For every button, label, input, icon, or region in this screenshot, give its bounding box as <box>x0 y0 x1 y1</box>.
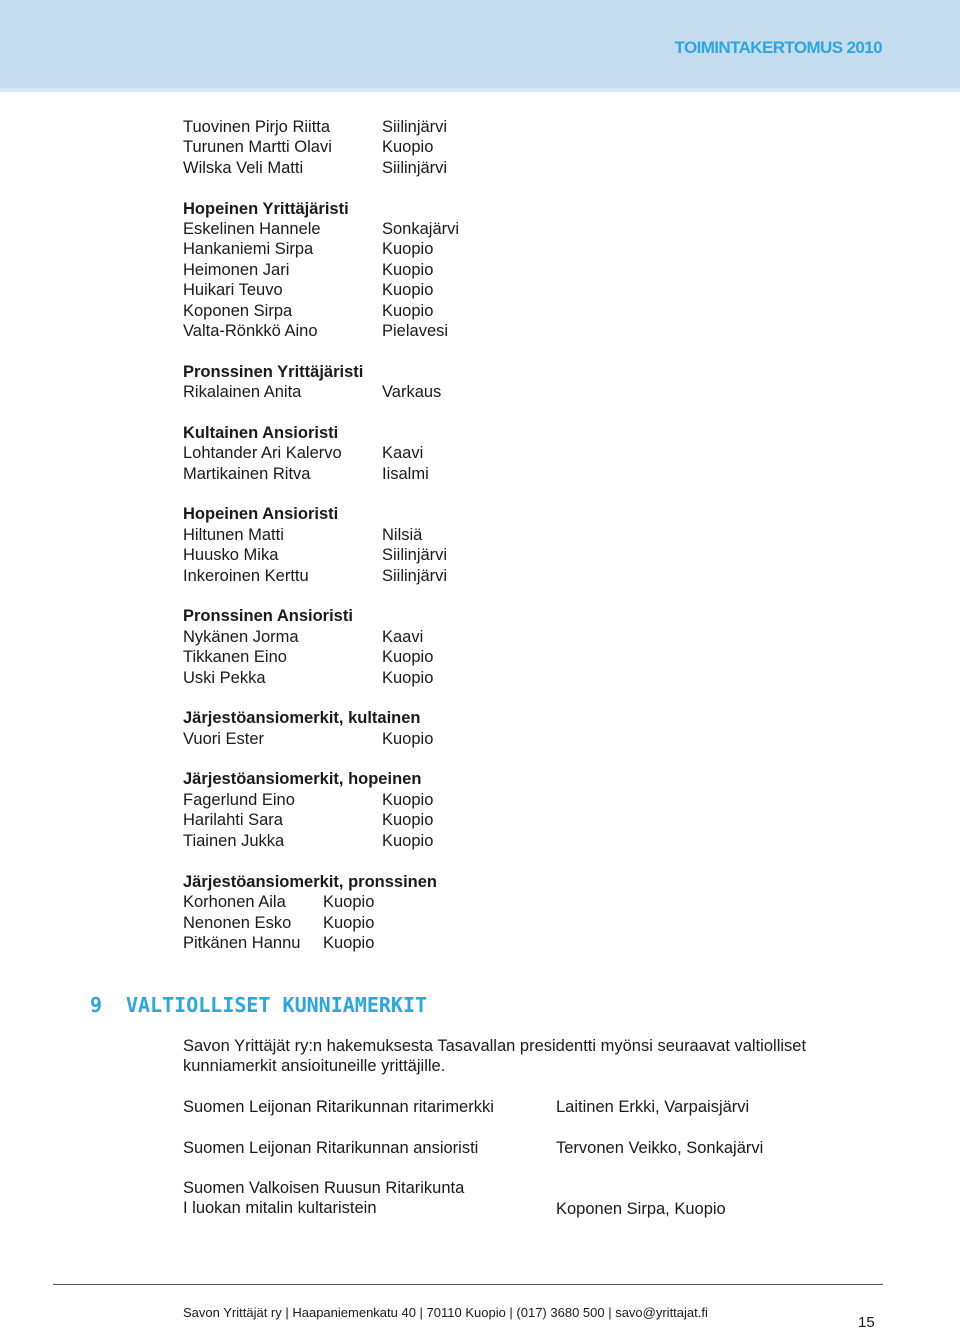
list-item-place: Kuopio <box>382 261 434 279</box>
list-item-place: Siilinjärvi <box>382 546 448 564</box>
section-heading: Kultainen Ansioristi <box>183 424 339 442</box>
list-item-name: Inkeroinen Kerttu <box>183 567 309 585</box>
list-item-place: Kuopio <box>382 730 434 748</box>
list-item-name: Huusko Mika <box>183 546 279 564</box>
list-item-place: Kuopio <box>323 914 375 932</box>
list-item-place: Kuopio <box>382 811 434 829</box>
award-recipient: Koponen Sirpa, Kuopio <box>556 1200 726 1218</box>
list-item-place: Varkaus <box>382 383 442 401</box>
list-item-place: Siilinjärvi <box>382 567 448 585</box>
section-intro: Savon Yrittäjät ry:n hakemuksesta Tasavallan presidentti myönsi seuraavat valtiolliset kunniamerkit ansioituneille yrittäjille. <box>183 1037 807 1075</box>
footer-divider <box>53 1284 883 1285</box>
list-item-place: Pielavesi <box>382 322 449 340</box>
list-item-place: Sonkajärvi <box>382 220 460 238</box>
list-item-name: Wilska Veli Matti <box>183 159 304 177</box>
list-item-place: Siilinjärvi <box>382 118 448 136</box>
list-item-place: Kuopio <box>382 669 434 687</box>
section-number: 9 <box>90 993 103 1017</box>
list-item-place: Nilsiä <box>382 526 423 544</box>
list-item-place: Kuopio <box>382 302 434 320</box>
list-item-name: Uski Pekka <box>183 669 266 687</box>
award-name: Suomen Valkoisen Ruusun Ritarikunta <box>183 1179 465 1197</box>
list-item-name: Huikari Teuvo <box>183 281 283 299</box>
list-item-place: Iisalmi <box>382 465 429 483</box>
section-heading: Järjestöansiomerkit, pronssinen <box>183 873 438 891</box>
list-item-name: Fagerlund Eino <box>183 791 295 809</box>
list-item-place: Kuopio <box>382 791 434 809</box>
list-item-place: Kaavi <box>382 444 424 462</box>
page-number: 15 <box>858 1314 875 1331</box>
section-heading: Hopeinen Yrittäjäristi <box>183 200 349 218</box>
list-item-place: Siilinjärvi <box>382 159 448 177</box>
list-item-name: Turunen Martti Olavi <box>183 138 332 156</box>
list-item-name: Korhonen Aila <box>183 893 286 911</box>
list-item-name: Tuovinen Pirjo Riitta <box>183 118 331 136</box>
list-item-name: Nykänen Jorma <box>183 628 299 646</box>
section-heading: Järjestöansiomerkit, hopeinen <box>183 770 422 788</box>
list-item-name: Harilahti Sara <box>183 811 283 829</box>
list-item-place: Kaavi <box>382 628 424 646</box>
list-item-place: Kuopio <box>382 281 434 299</box>
list-item-place: Kuopio <box>382 240 434 258</box>
list-item-name: Valta-Rönkkö Aino <box>183 322 318 340</box>
list-item-place: Kuopio <box>382 648 434 666</box>
list-item-name: Nenonen Esko <box>183 914 292 932</box>
award-name: Suomen Leijonan Ritarikunnan ritarimerkki <box>183 1098 494 1116</box>
list-item-name: Eskelinen Hannele <box>183 220 321 238</box>
section-title: VALTIOLLISET KUNNIAMERKIT <box>126 993 428 1017</box>
footer-contact: Savon Yrittäjät ry | Haapaniemenkatu 40 | 70110 Kuopio | (017) 3680 500 | savo@yrittajat.fi <box>183 1305 708 1320</box>
section-heading: Hopeinen Ansioristi <box>183 505 339 523</box>
list-item-name: Hankaniemi Sirpa <box>183 240 314 258</box>
list-item-name: Tikkanen Eino <box>183 648 287 666</box>
list-item-name: Vuori Ester <box>183 730 265 748</box>
list-item-name: Lohtander Ari Kalervo <box>183 444 342 462</box>
list-item-name: Hiltunen Matti <box>183 526 284 544</box>
award-recipient: Laitinen Erkki, Varpaisjärvi <box>556 1098 750 1116</box>
award-name-continued: I luokan mitalin kultaristein <box>183 1199 377 1217</box>
section-heading: Pronssinen Yrittäjäristi <box>183 363 364 381</box>
list-item-place: Kuopio <box>382 832 434 850</box>
section-heading: Pronssinen Ansioristi <box>183 607 353 625</box>
list-item-name: Pitkänen Hannu <box>183 934 301 952</box>
list-item-name: Tiainen Jukka <box>183 832 285 850</box>
report-title: TOIMINTAKERTOMUS 2010 <box>674 38 882 57</box>
list-item-name: Heimonen Jari <box>183 261 290 279</box>
list-item-place: Kuopio <box>323 934 375 952</box>
list-item-name: Martikainen Ritva <box>183 465 311 483</box>
section-heading: Järjestöansiomerkit, kultainen <box>183 709 421 727</box>
list-item-name: Koponen Sirpa <box>183 302 293 320</box>
list-item-place: Kuopio <box>323 893 375 911</box>
list-item-name: Rikalainen Anita <box>183 383 302 401</box>
award-name: Suomen Leijonan Ritarikunnan ansioristi <box>183 1139 479 1157</box>
list-item-place: Kuopio <box>382 138 434 156</box>
award-recipient: Tervonen Veikko, Sonkajärvi <box>556 1139 764 1157</box>
